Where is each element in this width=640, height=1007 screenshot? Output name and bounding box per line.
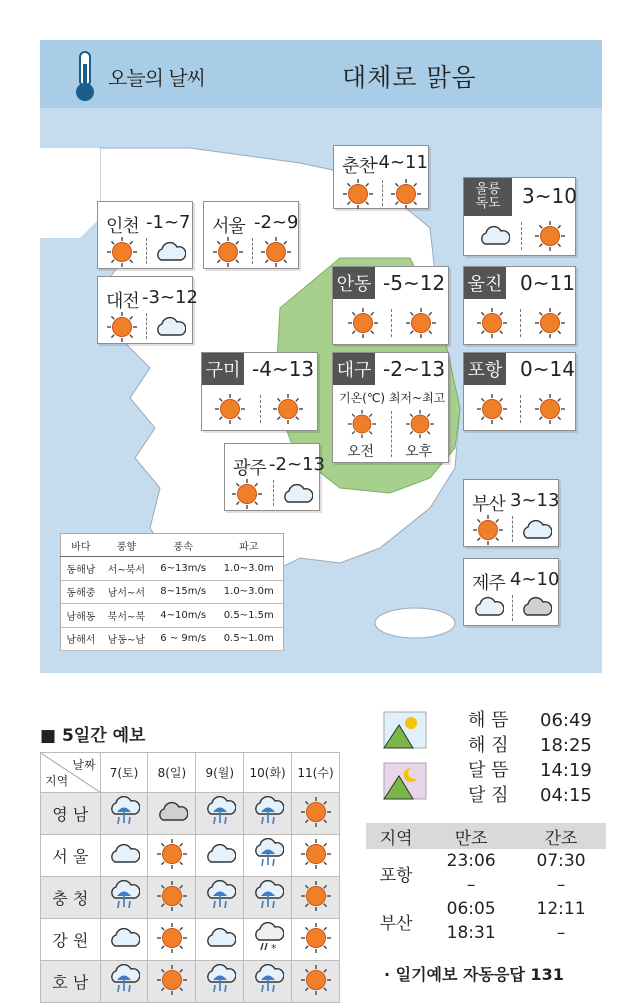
city-card-daegu (332, 352, 449, 463)
region-axis-label: 지역 (45, 774, 69, 788)
moonrise-icon (383, 762, 427, 800)
tide-table (366, 823, 606, 945)
sun-icon (534, 393, 566, 425)
cloud-rain-icon (252, 838, 284, 870)
sea-row (61, 604, 284, 627)
city-temp: -5~12 (383, 271, 446, 295)
dark-cloud-icon (520, 591, 552, 623)
sun-icon (405, 409, 435, 439)
tide-region: 부산 (379, 913, 413, 934)
moonset-label: 달 짐 (468, 785, 509, 806)
forecast-region: 서 울 (41, 835, 101, 877)
sea-cell: 남동~남 (101, 627, 152, 650)
cloud-icon (281, 478, 313, 510)
sun-icon (106, 236, 138, 268)
sun-icon (534, 220, 566, 252)
city-name: 인천 (106, 216, 139, 237)
sun-icon (300, 838, 332, 870)
sea-cell: 4~10m/s (152, 604, 215, 627)
sun-icon (342, 178, 374, 210)
city-temp: 3~13 (510, 490, 560, 511)
date-axis-label: 날짜 (72, 758, 96, 772)
sea-row (61, 557, 284, 580)
sea-conditions-table (60, 533, 284, 651)
sea-cell: 6~13m/s (152, 557, 215, 580)
tide-low: 07:30 (536, 851, 586, 871)
city-temp: 3~10 (522, 184, 577, 208)
sunrise-label: 해 뜸 (468, 710, 509, 731)
cloud-rain-icon (204, 964, 236, 996)
weather-summary: 대체로 맑음 (342, 63, 477, 92)
sun-icon (347, 409, 377, 439)
city-name: 춘천 (342, 156, 375, 177)
sun-icon (300, 880, 332, 912)
sea-cell: 남해동 (61, 604, 101, 627)
tide-header-row (366, 823, 606, 849)
sea-cell: 서~북서 (101, 557, 152, 580)
tide-high: 23:06 (446, 851, 496, 871)
five-day-forecast-table (40, 752, 340, 1003)
sunrise-time: 06:49 (540, 710, 592, 731)
tide-low: – (556, 875, 566, 895)
sea-cell: 6 ~ 9m/s (152, 627, 215, 650)
cloud-icon (204, 922, 236, 954)
cloud-icon (154, 311, 186, 343)
city-temp: -4~11 (372, 152, 428, 173)
city-card-gwangju (224, 443, 325, 511)
city-temp: -1~7 (146, 212, 191, 233)
forecast-region: 충 청 (41, 877, 101, 919)
sun-icon (472, 514, 504, 546)
cloud-rain-icon (252, 796, 284, 828)
sunset-label: 해 짐 (468, 735, 509, 756)
sea-cell: 남해서 (61, 627, 101, 650)
sea-cell: 동해중 (61, 580, 101, 603)
forecast-row (41, 835, 340, 877)
sun-icon (300, 922, 332, 954)
pm-label: 오후 (405, 444, 433, 460)
sea-cell: 남서~서 (101, 580, 152, 603)
city-card-incheon (97, 201, 193, 269)
sea-cell: 1.0~3.0m (215, 557, 284, 580)
tide-low: 12:11 (536, 899, 586, 919)
tide-low: – (556, 923, 566, 943)
forecast-date: 8(일) (148, 753, 196, 793)
cloud-rain-icon (204, 880, 236, 912)
city-card-ulleung-dokdo (463, 177, 576, 256)
cloud-icon (478, 220, 510, 252)
forecast-date: 7(토) (100, 753, 148, 793)
sea-row (61, 580, 284, 603)
city-tag: 울릉 독도 (464, 178, 512, 216)
forecast-date: 11(수) (292, 753, 340, 793)
city-name: 서울 (212, 216, 245, 237)
dark-cloud-icon (156, 796, 188, 828)
sun-icon (231, 478, 263, 510)
sun-icon (405, 307, 437, 339)
moonrise-label: 달 뜸 (468, 760, 509, 781)
sea-header-row (61, 534, 284, 557)
city-temp: -2~13 (383, 357, 446, 381)
cloud-icon (472, 591, 504, 623)
forecast-row (41, 961, 340, 1003)
tide-row (366, 897, 606, 921)
sun-icon (272, 393, 304, 425)
city-name: 광주 (233, 458, 266, 479)
forecast-region: 영 남 (41, 793, 101, 835)
city-temp: 4~10 (510, 569, 560, 590)
sun-icon (212, 236, 244, 268)
cloud-rain-icon (108, 964, 140, 996)
sun-icon (347, 307, 379, 339)
city-card-jeju (463, 558, 559, 626)
sun-icon (476, 393, 508, 425)
sea-cell: 1.0~3.0m (215, 580, 284, 603)
forecast-region: 호 남 (41, 961, 101, 1003)
city-name: 제주 (472, 573, 505, 594)
city-temp: -2~13 (269, 454, 325, 475)
sun-icon (156, 880, 188, 912)
cloud-icon (204, 838, 236, 870)
tide-high: – (466, 875, 476, 895)
sun-icon (156, 964, 188, 996)
sun-icon (300, 964, 332, 996)
tide-header: 만조 (454, 828, 488, 849)
sun-icon (214, 393, 246, 425)
cloud-rain-icon (252, 964, 284, 996)
sunset-time: 18:25 (540, 735, 592, 756)
cloud-icon (154, 236, 186, 268)
tide-row (366, 849, 606, 873)
sea-header: 풍속 (152, 534, 215, 557)
city-card-chuncheon (333, 145, 429, 209)
sea-cell: 0.5~1.0m (215, 627, 284, 650)
thermometer-icon (70, 50, 100, 102)
city-card-daejeon (97, 276, 198, 344)
city-tag: 포항 (464, 353, 506, 385)
sea-header: 바다 (61, 534, 101, 557)
cloud-rain-icon (252, 880, 284, 912)
forecast-date: 10(화) (244, 753, 292, 793)
sea-header: 파고 (215, 534, 284, 557)
city-card-busan (463, 479, 559, 547)
sun-moon-labels (468, 708, 509, 808)
city-tag: 대구 (333, 353, 375, 385)
sun-icon (156, 838, 188, 870)
sea-cell: 8~15m/s (152, 580, 215, 603)
forecast-corner (41, 753, 101, 793)
sea-row (61, 627, 284, 650)
forecast-region: 강 원 (41, 919, 101, 961)
forecast-header-row (41, 753, 340, 793)
tide-header: 간조 (544, 828, 578, 849)
sun-icon (534, 307, 566, 339)
city-temp: 0~14 (520, 357, 575, 381)
cloud-rain-icon (108, 880, 140, 912)
cloud-rain-icon (204, 796, 236, 828)
forecast-title: ■ 5일간 예보 (40, 726, 146, 746)
forecast-row (41, 877, 340, 919)
sea-cell: 0.5~1.5m (215, 604, 284, 627)
forecast-row (41, 919, 340, 961)
city-temp: -4~13 (252, 357, 315, 381)
city-temp: -2~9 (254, 212, 299, 233)
moonset-time: 04:15 (540, 785, 592, 806)
city-card-andong (332, 266, 449, 345)
city-card-pohang (463, 352, 576, 431)
sun-icon (300, 796, 332, 828)
city-card-seoul (203, 201, 299, 269)
tide-high: 18:31 (446, 923, 496, 943)
cloud-icon (108, 838, 140, 870)
moonrise-time: 14:19 (540, 760, 592, 781)
city-temp: 0~11 (520, 271, 575, 295)
page-title: 오늘의 날씨 (108, 66, 205, 90)
tide-high: 06:05 (446, 899, 496, 919)
city-card-gumi (201, 352, 318, 431)
city-card-uljin (463, 266, 576, 345)
sunrise-icon (383, 711, 427, 749)
temperature-legend: 기온(℃) 최저~최고 (339, 391, 446, 405)
city-tag: 구미 (202, 353, 244, 385)
sun-moon-times (540, 708, 592, 808)
cloud-snow-icon (252, 922, 284, 954)
forecast-row (41, 793, 340, 835)
auto-response-note: · 일기예보 자동응답 131 (384, 965, 564, 984)
city-name: 부산 (472, 494, 505, 515)
city-tag: 울진 (464, 267, 506, 299)
sea-header: 풍향 (101, 534, 152, 557)
sea-cell: 북서~북 (101, 604, 152, 627)
city-name: 대전 (106, 291, 139, 312)
sun-icon (476, 307, 508, 339)
sea-cell: 동해남 (61, 557, 101, 580)
sun-icon (390, 178, 422, 210)
sun-icon (106, 311, 138, 343)
forecast-date: 9(월) (196, 753, 244, 793)
city-tag: 안동 (333, 267, 375, 299)
sun-icon (156, 922, 188, 954)
cloud-icon (108, 922, 140, 954)
cloud-rain-icon (108, 796, 140, 828)
sun-icon (260, 236, 292, 268)
city-temp: -3~12 (142, 287, 198, 308)
am-label: 오전 (347, 444, 375, 460)
tide-region: 포항 (379, 865, 413, 886)
tide-header: 지역 (379, 828, 413, 849)
cloud-icon (520, 514, 552, 546)
